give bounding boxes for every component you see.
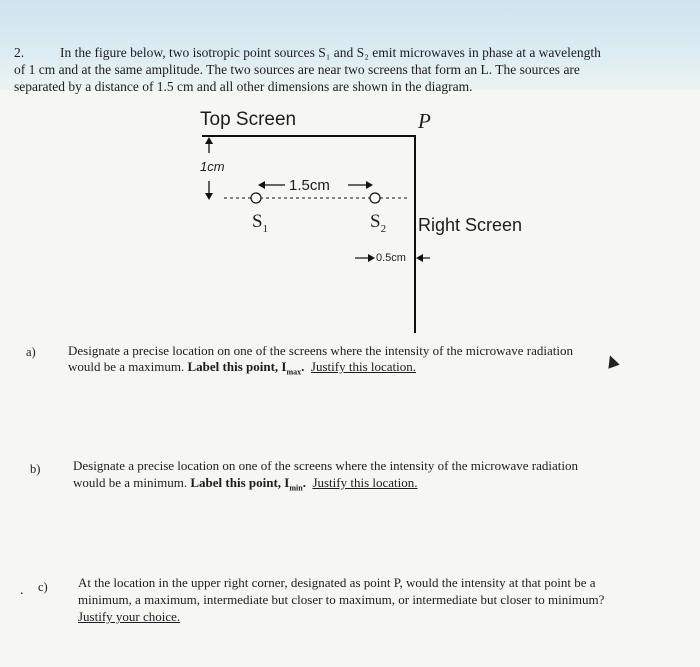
- part-c-justify: Justify your choice.: [78, 609, 181, 624]
- separation-dimension-label: 1.5cm: [289, 177, 330, 194]
- part-c-label: c): [38, 580, 48, 594]
- source-s1-subscript: 1: [262, 222, 269, 235]
- figure-diagram: [190, 105, 550, 335]
- part-b-line-2: [73, 475, 418, 497]
- part-a-plain: would be a maximum.: [68, 359, 188, 374]
- part-a-line-2: [68, 359, 416, 381]
- up-arrow-head: [205, 137, 213, 144]
- part-a-subscript: max: [286, 367, 302, 377]
- question-number: 2.: [14, 45, 25, 60]
- source-s2-letter: S: [370, 211, 381, 232]
- gap-left-arrow-head: [368, 254, 375, 262]
- right-gap-dimension-label: 0.5cm: [376, 252, 406, 264]
- sep-right-arrow-head: [366, 181, 373, 189]
- part-c-line-1: At the location in the upper right corner, designated as point P, would the intensity at that point be a: [78, 575, 596, 590]
- part-c-line-2: minimum, a maximum, intermediate but closer to maximum, or intermediate but closer to minimum?: [78, 592, 605, 607]
- right-screen-label: Right Screen: [418, 215, 523, 235]
- source-s1-letter: S: [252, 211, 263, 232]
- corner-point-label: P: [418, 109, 431, 133]
- part-b-bold-text: Label this point, I: [190, 475, 290, 490]
- stray-dot: .: [20, 583, 24, 598]
- part-a-bold-text: Label this point, I: [187, 359, 287, 374]
- intro-line-3: separated by a distance of 1.5 cm and all other dimensions are shown in the diagram.: [14, 79, 473, 94]
- source-s1-label: [252, 211, 268, 235]
- source-s1-marker: [251, 193, 261, 203]
- part-a-bold: [187, 359, 305, 377]
- part-b-plain: would be a minimum.: [73, 475, 191, 490]
- mouse-cursor-icon: [604, 353, 619, 368]
- top-screen-label: Top Screen: [200, 109, 297, 130]
- vertical-dimension-label: 1cm: [200, 159, 225, 174]
- part-b-bold-end: .: [302, 475, 306, 490]
- sep-left-arrow-head: [258, 181, 265, 189]
- source-s2-label: [370, 211, 386, 235]
- part-a-label: a): [26, 345, 36, 359]
- gap-right-arrow-head: [416, 254, 423, 262]
- part-b-line-1: Designate a precise location on one of the screens where the intensity of the microwave radiation: [73, 458, 579, 473]
- part-b-justify: Justify this location.: [312, 475, 418, 490]
- part-b-label: b): [30, 462, 41, 476]
- intro-line-2: of 1 cm and at the same amplitude. The two sources are near two screens that form an L. The sources are: [14, 62, 580, 77]
- down-arrow-head: [205, 193, 213, 200]
- part-a-line-1: Designate a precise location on one of the screens where the intensity of the microwave radiation: [68, 343, 574, 358]
- part-b-subscript: min: [289, 483, 303, 493]
- part-a-justify: Justify this location.: [310, 359, 417, 374]
- source-s2-subscript: 2: [380, 222, 387, 235]
- part-a-bold-end: .: [301, 359, 305, 374]
- intro-line-1: In the figure below, two isotropic point sources S₁ and S₂ emit microwaves in phase at a wavelength: [60, 45, 601, 60]
- source-s2-marker: [370, 193, 380, 203]
- part-b-bold: [190, 475, 306, 493]
